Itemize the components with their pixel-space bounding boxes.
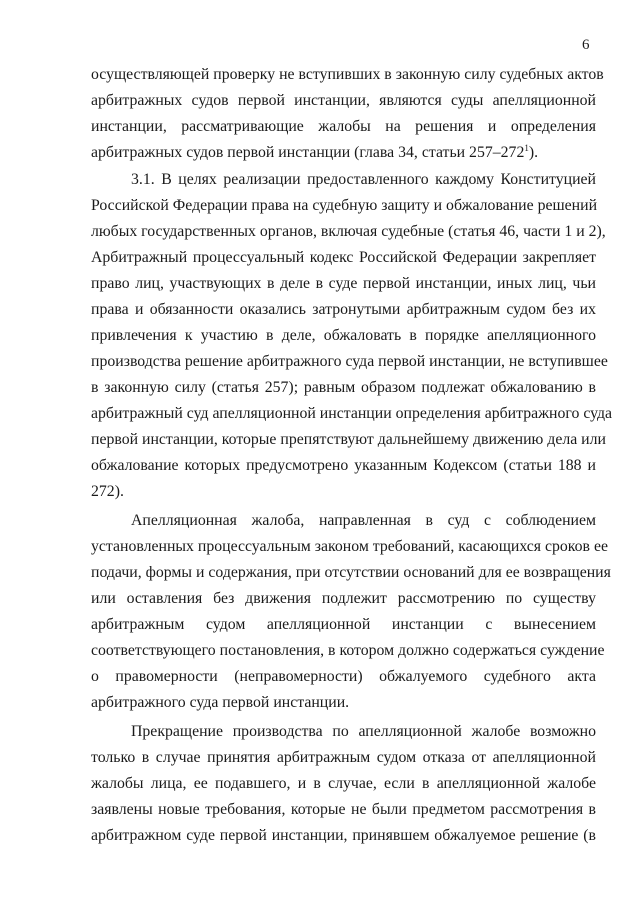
text-line: привлечения к участию в деле, обжаловать в порядке апелляционного: [91, 327, 596, 344]
text-line: соответствующего постановления, в котором должно содержаться суждение: [91, 642, 605, 659]
text-line: подачи, формы и содержания, при отсутствии оснований для ее возвращения: [91, 564, 611, 581]
text-line: арбитражного суда первой инстанции.: [91, 694, 350, 711]
text-line: инстанции, рассматривающие жалобы на решения и определения: [91, 118, 596, 135]
text-line: о правомерности (неправомерности) обжалуемого судебного акта: [91, 668, 596, 685]
text-line: 272).: [91, 483, 124, 500]
text-line: Российской Федерации права на судебную защиту и обжалование решений: [91, 197, 598, 214]
text-line: установленных процессуальным законом требований, касающихся сроков ее: [91, 538, 608, 555]
text-line: в законную силу (статья 257); равным образом подлежат обжалованию в: [91, 379, 596, 396]
text-line: производства решение арбитражного суда первой инстанции, не вступившее: [91, 353, 608, 370]
text-line: Арбитражный процессуальный кодекс Российской Федерации закрепляет: [91, 249, 596, 266]
text-line: осуществляющей проверку не вступивших в законную силу судебных актов: [91, 66, 604, 83]
paragraph-first-line: 3.1. В целях реализации предоставленного каждому Конституцией: [131, 171, 596, 188]
paragraph-first-line: Апелляционная жалоба, направленная в суд с соблюдением: [131, 512, 596, 529]
text-line: жалобы лица, ее подавшего, и в случае, если в апелляционной жалобе: [91, 775, 596, 792]
text-line: любых государственных органов, включая судебные (статья 46, части 1 и 2),: [91, 223, 606, 240]
footnote-mark: 1: [524, 143, 529, 153]
text-line: арбитражный суд апелляционной инстанции определения арбитражного суда: [91, 405, 613, 422]
paragraph-first-line: Прекращение производства по апелляционной жалобе возможно: [131, 723, 596, 740]
text-line: арбитражных судов первой инстанции (глава 34, статьи $257-272^1$).: [91, 143, 539, 161]
text-line: права и обязанности оказались затронутыми арбитражным судом без их: [91, 301, 596, 318]
text-line: заявлены новые требования, которые не были предметом рассмотрения в: [91, 801, 596, 818]
page-number: 6: [582, 37, 590, 53]
text-line: обжалование которых предусмотрено указанным Кодексом (статьи 188 и: [91, 457, 596, 474]
text-line: арбитражным судом апелляционной инстанции с вынесением: [91, 616, 596, 633]
text-line: арбитражных судов первой инстанции, являются суды апелляционной: [91, 92, 596, 109]
text-line: арбитражном суде первой инстанции, принявшем обжалуемое решение (в: [91, 827, 596, 844]
text-line: только в случае принятия арбитражным судом отказа от апелляционной: [91, 749, 596, 766]
text-line: или оставления без движения подлежит рассмотрению по существу: [91, 590, 596, 607]
text-line: право лиц, участвующих в деле в суде первой инстанции, иных лиц, чьи: [91, 275, 596, 292]
text-line: первой инстанции, которые препятствуют дальнейшему движению дела или: [91, 431, 606, 448]
